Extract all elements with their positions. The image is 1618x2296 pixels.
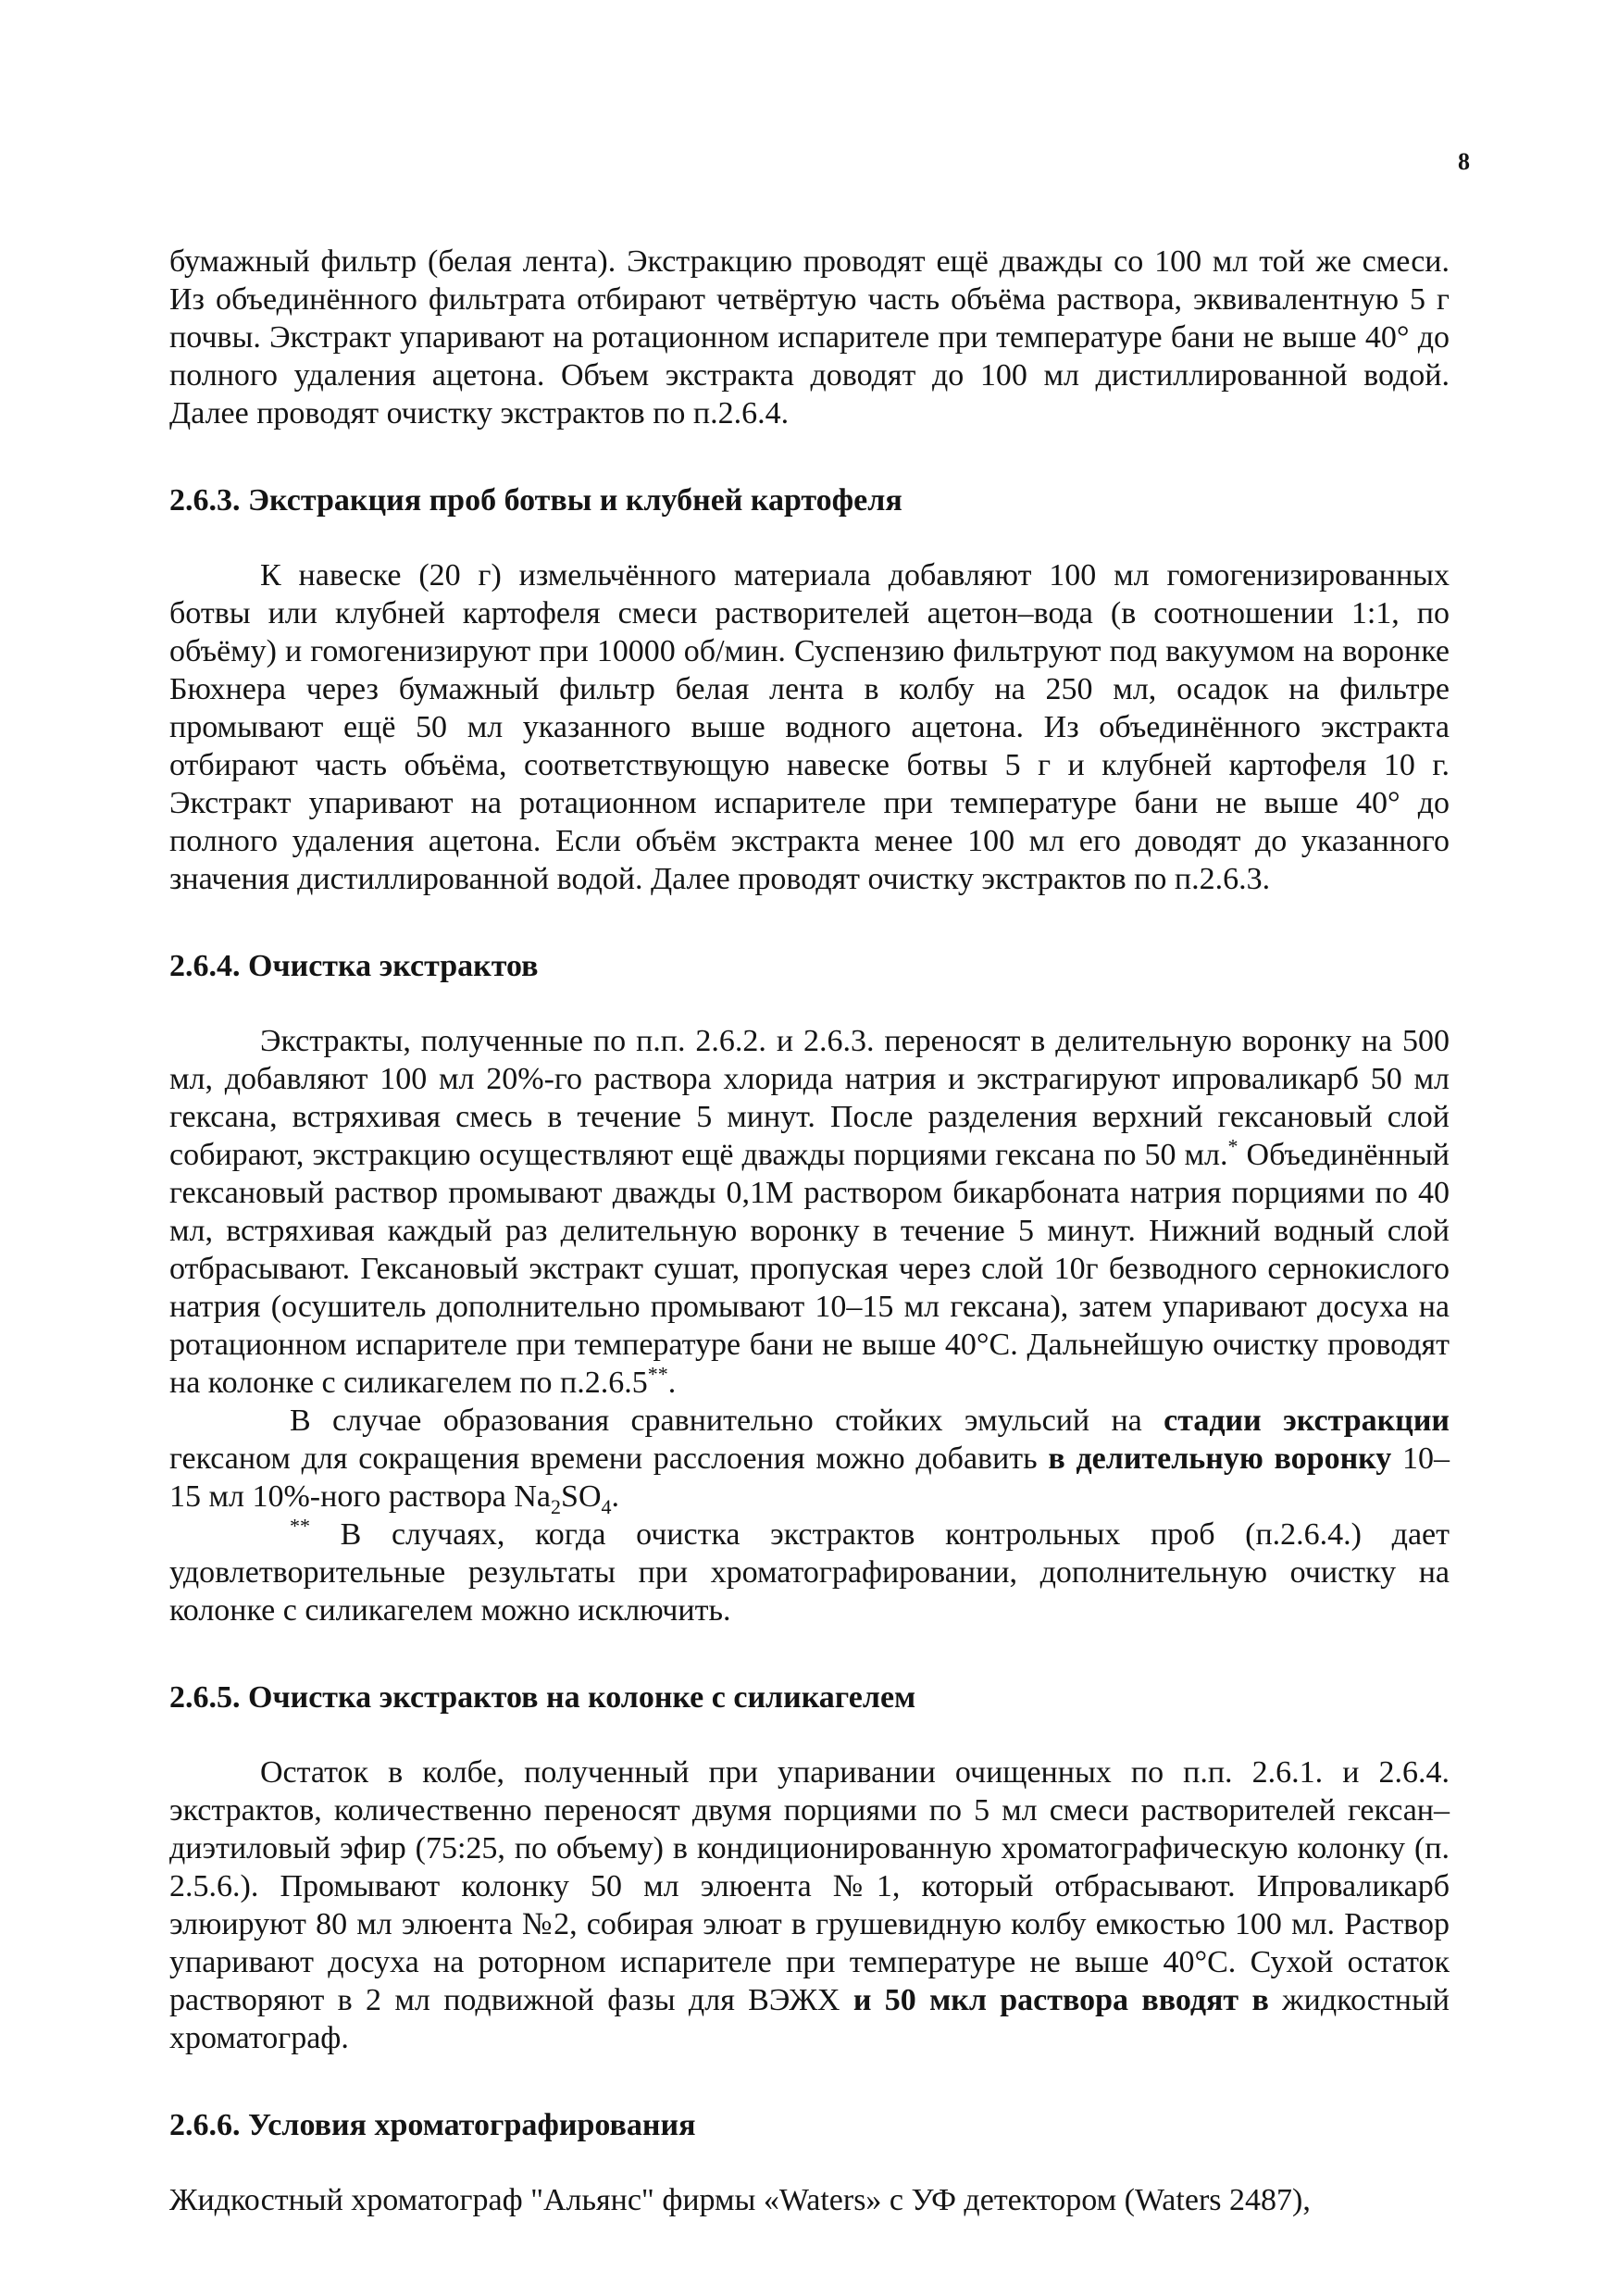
subscript: 2 — [551, 1494, 562, 1518]
section-paragraph: Жидкостный хроматограф "Альянс" фирмы «Waters» с УФ детектором (Waters 2487), — [169, 2183, 1311, 2217]
footnote-mark: * — [1227, 1134, 1238, 1158]
paragraph-text: гексаном для сокращения времени расслоения можно добавить — [169, 1441, 1049, 1476]
paragraph-text: В случае образования сравнительно стойких эмульсий на — [290, 1404, 1164, 1438]
bold-text: и 50 мкл раствора вводят в — [853, 1983, 1269, 2017]
section-paragraph — [169, 1022, 1450, 1402]
paragraph-text: Экстракты, полученные по п.п. 2.6.2. и 2.6.3. переносят в делительную воронку на 500 мл, добавляют 100 мл 20%-го раствора хлорида натрия и экстрагируют ипроваликарб 50 мл гексана, встряхивая смесь в течение 5 минут. После разделения верхний гексановый слой собирают, экстракцию осуществляют ещё дважды порциями гексана по 50 мл. — [169, 1024, 1450, 1172]
document-body — [169, 243, 1450, 2219]
section-2-6-4 — [169, 947, 1450, 1629]
section-heading: 2.6.5. Очистка экстрактов на колонке с силикагелем — [169, 1680, 916, 1715]
section-heading: 2.6.4. Очистка экстрактов — [169, 949, 539, 983]
subscript: 4 — [601, 1494, 612, 1518]
section-heading: 2.6.6. Условия хроматографирования — [169, 2108, 696, 2142]
footnote-mark: ** — [647, 1362, 668, 1386]
paragraph-text: . — [667, 1366, 677, 1400]
footnote-paragraph — [169, 1516, 1450, 1629]
section-paragraph — [169, 1753, 1450, 2057]
paragraph-text: Остаток в колбе, полученный при упаривании очищенных по п.п. 2.6.1. и 2.6.4. экстрактов, количественно переносят двумя порциями по 5 мл смеси растворителей гексан–диэтиловый эфир (75:25, по объему) в кондиционированную хроматографическую колонку (п. 2.5.6.). Промывают колонку 50 мл элюента №1, который отбрасывают. Ипроваликарб элюируют 80 мл элюента №2, собирая элюат в грушевидную колбу емкостью 100 мл. Раствор упаривают досуха на роторном испарителе при температуре не выше 40°С. Сухой остаток растворяют в 2 мл подвижной фазы для ВЭЖХ — [169, 1755, 1450, 2017]
section-paragraph: К навеске (20 г) измельчённого материала добавляют 100 мл гомогенизированных ботвы или клубней картофеля смеси растворителей ацетон–вода (в соотношении 1:1, по объёму) и гомогенизируют при 10000 об/мин. Суспензию фильтруют под вакуумом на воронке Бюхнера через бумажный фильтр белая лента в колбу на 250 мл, осадок на фильтре промывают ещё 50 мл указанного выше водного ацетона. Из объединённого экстракта отбирают часть объёма, соответствующую навеске ботвы 5 г и клубней картофеля 10 г. Экстракт упаривают на ротационном испарителе при температуре бани не выше 40° до полного удаления ацетона. Если объём экстракта менее 100 мл его доводят до указанного значения дистиллированной водой. Далее проводят очистку экстрактов по п.2.6.3. — [169, 558, 1450, 896]
paragraph-text: жидкостный хроматограф. — [169, 1983, 1450, 2055]
intro-paragraph: бумажный фильтр (белая лента). Экстракцию проводят ещё дважды со 100 мл той же смеси. Из объединённого фильтрата отбирают четвёртую часть объёма раствора, эквивалентную 5 г почвы. Экстракт упаривают на ротационном испарителе при температуре бани не выше 40° до полного удаления ацетона. Объем экстракта доводят до 100 мл дистиллированной водой. Далее проводят очистку экстрактов по п.2.6.4. — [169, 244, 1450, 430]
bold-text: стадии экстракции — [1164, 1404, 1450, 1438]
footnote-mark: ** — [290, 1514, 310, 1538]
section-2-6-5 — [169, 1678, 1450, 2057]
section-2-6-3 — [169, 481, 1450, 898]
paragraph-text: Объединённый гексановый раствор промывают дважды 0,1М раствором бикарбоната натрия порциями по 40 мл, встряхивая каждый раз делительную воронку в течение 5 минут. Нижний водный слой отбрасывают. Гексановый экстракт сушат, пропуская через слой 10г безводного сернокислого натрия (осушитель дополнительно промывают 10–15 мл гексана), затем упаривают досуха на ротационном испарителе при температуре бани не выше 40°С. Дальнейшую очистку проводят на колонке с силикагелем по п.2.6.5 — [169, 1138, 1450, 1400]
section-heading: 2.6.3. Экстракция проб ботвы и клубней картофеля — [169, 483, 902, 518]
footnote-paragraph — [169, 1402, 1450, 1516]
paragraph-text: 10–15 мл 10%-ного раствора Na — [169, 1441, 1450, 1514]
paragraph-text: В случаях, когда очистка экстрактов контрольных проб (п.2.6.4.) дает удовлетворительные результаты при хроматографировании, дополнительную очистку на колонке с силикагелем можно исключить. — [169, 1517, 1450, 1628]
bold-text: в делительную воронку — [1048, 1441, 1392, 1476]
paragraph-text: SO — [561, 1479, 602, 1514]
section-2-6-6 — [169, 2106, 1450, 2219]
page-number: 8 — [1458, 148, 1470, 175]
paragraph-text: . — [611, 1479, 619, 1514]
